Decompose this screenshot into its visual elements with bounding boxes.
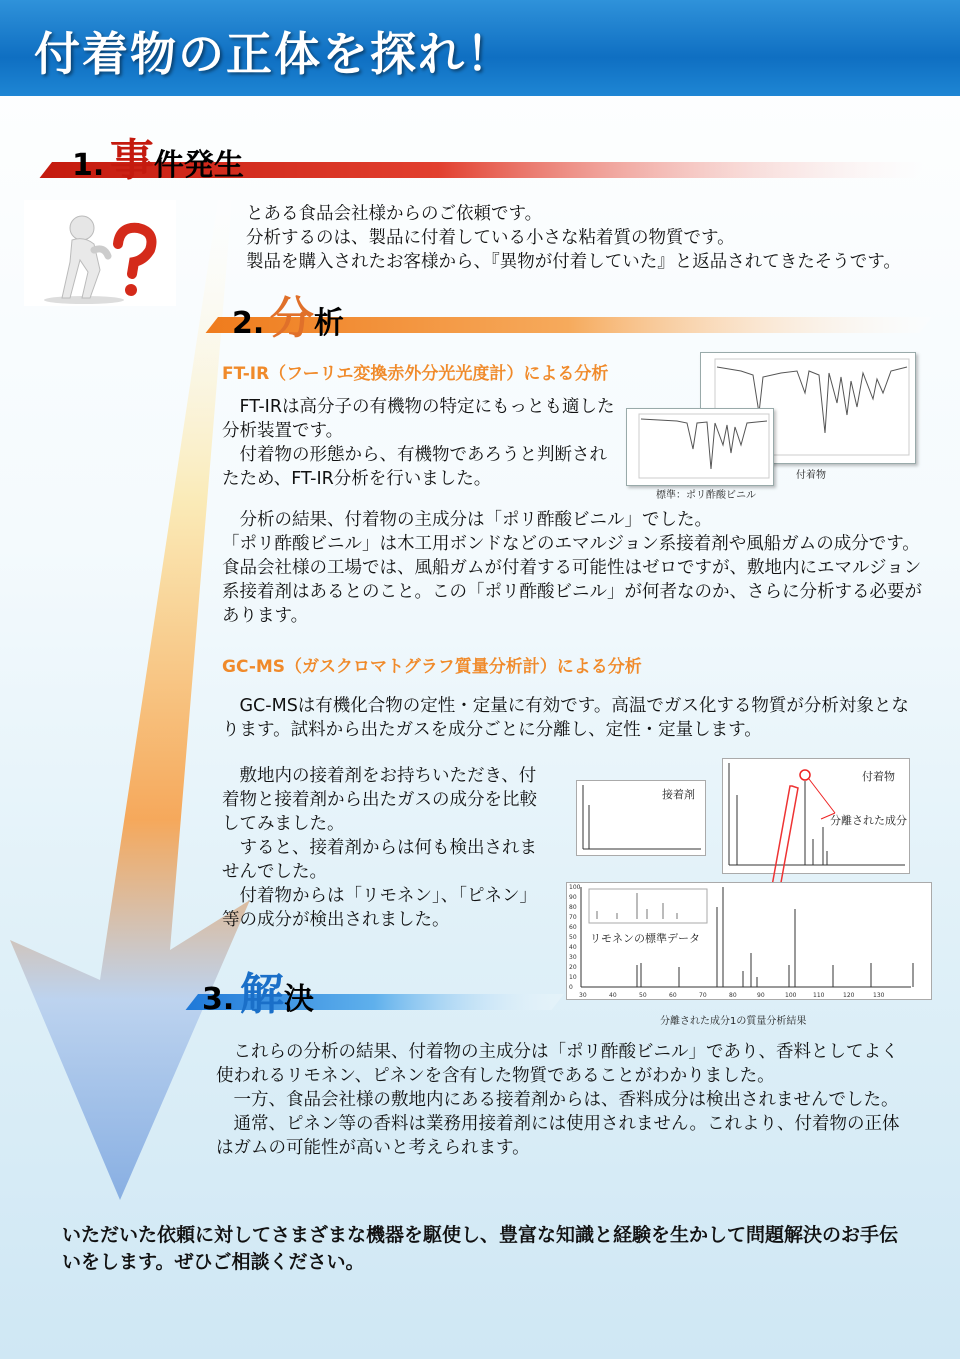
ms-y-tick: 20 [569, 964, 577, 971]
ms-caption: 分離された成分1の質量分析結果 [660, 1016, 807, 1027]
section3-lead-char: 解 [239, 969, 284, 1020]
section3-heading [202, 958, 314, 1022]
ftir-standard-label: 標準：ポリ酢酸ビニル [656, 490, 756, 501]
question-figure-icon [24, 200, 176, 306]
ftir-text-2: 分析の結果、付着物の主成分は「ポリ酢酸ビニル」でした。 「ポリ酢酸ビニル」は木工用ボンドなどのエマルジョン系接着剤や風船ガムの成分です。食品会社様の工場では、風船ガムが付着する可能性はゼロですが、敷地内にエマルジョン系接着剤はあるとのこと。この「ポリ酢酸ビニル」が何者なのか、さらに分析する必要があります。 [222, 510, 922, 626]
ms-x-tick: 100 [785, 992, 797, 999]
section3-rest: 決 [283, 982, 314, 1017]
ms-y-tick: 40 [569, 944, 577, 951]
gcms-text-1: GC-MSは有機化合物の定性・定量に有効です。高温でガス化する物質が分析対象となります。試料から出たガスを成分ごとに分離し、定性・定量します。 [222, 696, 909, 740]
ms-y-tick: 10 [569, 974, 577, 981]
thinking-figure-image [24, 200, 176, 306]
section2-lead-char: 分 [269, 293, 314, 344]
section1-number: 1. [72, 148, 105, 183]
ms-x-tick: 30 [579, 992, 587, 999]
closing-text: いただいた依頼に対してさまざまな機器を駆使し、豊富な知識と経験を生かして問題解決のお手伝いをします。ぜひご相談ください。 [62, 1224, 899, 1273]
ms-x-tick: 80 [729, 992, 737, 999]
ms-x-tick: 90 [757, 992, 765, 999]
ms-x-tick: 60 [669, 992, 677, 999]
ms-x-tick: 110 [813, 992, 825, 999]
ms-y-ticks [569, 884, 581, 991]
ftir-standard-spectrum [626, 408, 774, 486]
ms-y-tick: 60 [569, 924, 577, 931]
ftir-heading: FT-IR（フーリエ変換赤外分光光度計）による分析 [222, 364, 609, 384]
section2-heading [232, 282, 344, 346]
ms-y-tick: 70 [569, 914, 577, 921]
ms-y-tick: 90 [569, 894, 577, 901]
gcms-heading: GC-MS（ガスクロマトグラフ質量分析計）による分析 [222, 657, 642, 677]
section2-number: 2. [232, 306, 265, 341]
ms-x-tick: 130 [873, 992, 885, 999]
section2-rest: 析 [313, 306, 344, 341]
section3-number: 3. [202, 982, 235, 1017]
ms-y-tick: 80 [569, 904, 577, 911]
ms-y-tick: 100 [569, 884, 581, 891]
section1-text: とある食品会社様からのご依頼です。 分析するのは、製品に付着している小さな粘着質の物質です。 製品を購入されたお客様から、『異物が付着していた』と返品されてきたそうです。 [246, 204, 901, 272]
gc-adhesive-label: 接着剤 [662, 788, 695, 801]
page-title: 付着物の正体を探れ！ [34, 27, 514, 81]
ms-x-ticks [579, 992, 885, 999]
ftir-text-1: FT-IRは高分子の有機物の特定にもっとも適した分析装置です。 付着物の形態から、有機物であろうと判断されたため、FT-IR分析を行いました。 [222, 397, 615, 489]
ms-y-tick: 0 [569, 984, 573, 991]
ms-y-tick: 30 [569, 954, 577, 961]
ftir-sample-label: 付着物 [796, 470, 826, 481]
section3-text: これらの分析の結果、付着物の主成分は「ポリ酢酸ビニル」であり、香料としてよく使われるリモネン、ピネンを含有した物質であることがわかりました。 一方、食品会社様の敷地内にある接着剤からは、香料成分は検出されませんでした。 通常、ピネン等の香料は業務用接着剤には使用されません。これより、付着物の正体はガムの可能性が高いと考えられます。 [216, 1042, 900, 1158]
ms-limonene-label: リモネンの標準データ [590, 932, 700, 945]
ms-x-tick: 70 [699, 992, 707, 999]
ms-y-tick: 50 [569, 934, 577, 941]
ms-x-tick: 40 [609, 992, 617, 999]
section1-lead-char: 事 [109, 135, 154, 186]
ms-x-tick: 120 [843, 992, 855, 999]
section1-heading [72, 124, 244, 188]
gc-separated-label: 分離された成分 [830, 814, 907, 827]
gcms-text-2: 敷地内の接着剤をお持ちいただき、付着物と接着剤から出たガスの成分を比較してみました。 すると、接着剤からは何も検出されませんでした。 付着物からは「リモネン」、「ピネン」等の成分が検出されました。 [222, 766, 537, 930]
section1-rest: 件発生 [153, 148, 244, 183]
ms-x-tick: 50 [639, 992, 647, 999]
gc-sample-label: 付着物 [862, 770, 895, 783]
